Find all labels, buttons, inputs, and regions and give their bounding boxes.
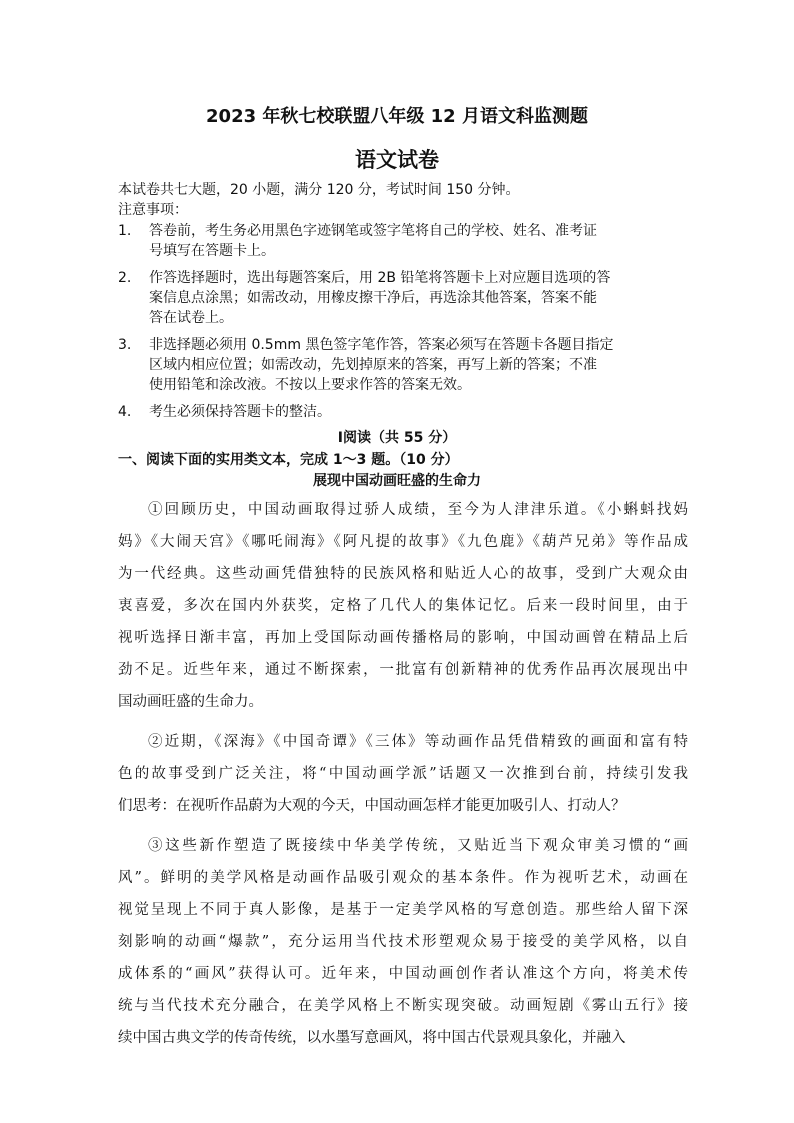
article-body <box>118 494 688 1062</box>
article-line: 视听选择日渐丰富，再加上受国际动画传播格局的影响，中国动画曾在精品上后 <box>118 630 688 646</box>
article-paragraph <box>118 494 688 718</box>
article-line: 色的故事受到广泛关注，将“中国动画学派”话题又一次推到台前，持续引发我 <box>118 766 688 782</box>
exam-summary: 本试卷共七大题，20 小题，满分 120 分，考试时间 150 分钟。 <box>118 182 520 198</box>
article-line: 视觉呈现上不同于真人影像，是基于一定美学风格的写意创造。那些给人留下深 <box>118 902 688 918</box>
question-heading: 一、阅读下面的实用类文本，完成 1～3 题。（10 分） <box>118 452 459 468</box>
article-line: 衷喜爱，多次在国内外获奖，定格了几代人的集体记忆。后来一段时间里，由于 <box>118 598 688 614</box>
note-line: 作答选择题时，选出每题答案后，用 2B 铅笔将答题卡上对应题目选项的答 <box>149 270 611 286</box>
article-line: 们思考：在视听作品蔚为大观的今天，中国动画怎样才能更加吸引人、打动人？ <box>118 798 626 814</box>
section-heading: Ⅰ阅读（共 55 分） <box>337 430 457 446</box>
note-line: 使用铅笔和涂改液。不按以上要求作答的答案无效。 <box>149 377 471 393</box>
exam-title: 2023 年秋七校联盟八年级 12 月语文科监测题 <box>206 106 588 127</box>
article-paragraph <box>118 726 688 822</box>
exam-intro <box>118 180 698 220</box>
note-line: 区域内相应位置；如需改动，先划掉原来的答案，再写上新的答案；不准 <box>149 357 597 373</box>
article-title: 展现中国动画旺盛的生命力 <box>313 473 481 489</box>
article-line: ②近期，《深海》《中国奇谭》《三体》等动画作品凭借精致的画面和富有特 <box>148 734 688 750</box>
note-number: 1. <box>118 223 132 239</box>
article-line: 刻影响的动画“爆款”，充分运用当代技术形塑观众易于接受的美学风格，以自 <box>118 934 688 950</box>
article-line: 为一代经典。这些动画凭借独特的民族风格和贴近人心的故事，受到广大观众由 <box>118 566 688 582</box>
article-line: 国动画旺盛的生命力。 <box>118 694 263 710</box>
article-line: ③这些新作塑造了既接续中华美学传统，又贴近当下观众审美习惯的“画 <box>148 838 688 854</box>
article-line: 妈》《大闹天宫》《哪吒闹海》《阿凡提的故事》《九色鹿》《葫芦兄弟》等作品成 <box>118 534 688 550</box>
article-line: 劲不足。近些年来，通过不断探索，一批富有创新精神的优秀作品再次展现出中 <box>118 662 688 678</box>
notes-list <box>118 221 698 429</box>
note-text <box>149 335 698 395</box>
note-line: 案信息点涂黑；如需改动，用橡皮擦干净后，再选涂其他答案，答案不能 <box>149 290 597 306</box>
note-item <box>118 402 698 422</box>
article-line: 风”。鲜明的美学风格是动画作品吸引观众的基本条件。作为视听艺术，动画在 <box>118 870 688 886</box>
note-text <box>149 402 698 422</box>
notes-heading: 注意事项： <box>118 202 188 218</box>
note-text <box>149 268 698 328</box>
note-line: 答在试卷上。 <box>149 310 233 326</box>
note-item <box>118 335 698 395</box>
note-line: 号填写在答题卡上。 <box>149 243 275 259</box>
article-line: 续中国古典文学的传奇传统，以水墨写意画风，将中国古代景观具象化，并融入 <box>118 1030 626 1046</box>
exam-subtitle: 语文试卷 <box>355 148 439 172</box>
note-line: 答卷前，考生务必用黑色字迹钢笔或签字笔将自己的学校、姓名、准考证 <box>149 223 597 239</box>
article-paragraph <box>118 830 688 1054</box>
article-line: 统与当代技术充分融合，在美学风格上不断实现突破。动画短剧《雾山五行》接 <box>118 998 688 1014</box>
note-text <box>149 221 698 261</box>
note-line: 考生必须保持答题卡的整洁。 <box>149 404 331 420</box>
note-item <box>118 221 698 261</box>
article-line: 成体系的“画风”获得认可。近年来，中国动画创作者认准这个方向，将美术传 <box>118 966 688 982</box>
article-line: ①回顾历史，中国动画取得过骄人成绩，至今为人津津乐道。《小蝌蚪找妈 <box>148 502 688 518</box>
note-number: 2. <box>118 270 132 286</box>
note-item <box>118 268 698 328</box>
note-line: 非选择题必须用 0.5mm 黑色签字笔作答，答案必须写在答题卡各题目指定 <box>149 337 614 353</box>
note-number: 4. <box>118 404 132 420</box>
note-number: 3. <box>118 337 132 353</box>
